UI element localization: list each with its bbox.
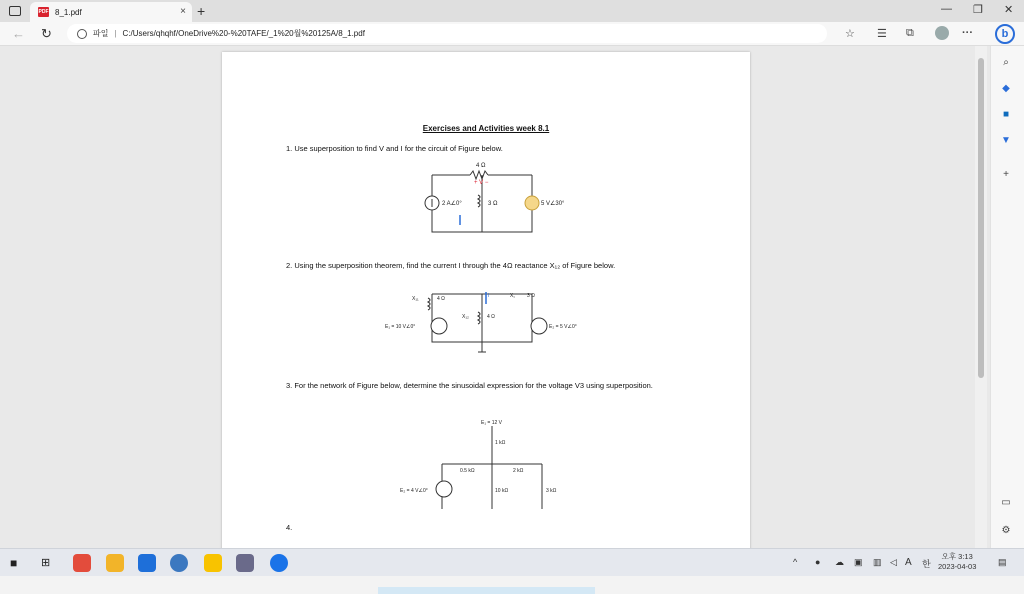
- fig2-r3: 3 Ω: [527, 293, 535, 299]
- figure-2-circuit: [382, 284, 612, 364]
- kakaotalk-icon[interactable]: [204, 554, 222, 572]
- task-view-icon[interactable]: ⊞: [41, 557, 51, 569]
- pdf-viewer: [0, 46, 990, 548]
- volume-icon[interactable]: ◁: [890, 557, 897, 567]
- profile-avatar[interactable]: [935, 26, 949, 40]
- clock[interactable]: [938, 552, 976, 572]
- browser-taskbar-icon[interactable]: [270, 554, 288, 572]
- fig2-r2: 4 Ω: [487, 314, 495, 320]
- fig2-xl2: X₁₂: [462, 314, 469, 320]
- start-icon[interactable]: ■: [10, 556, 18, 570]
- split-screen-icon[interactable]: ▭: [1001, 497, 1011, 508]
- tab-actions-icon[interactable]: [9, 6, 21, 16]
- figure-1-circuit: [412, 157, 565, 242]
- new-tab-button[interactable]: +: [197, 3, 206, 19]
- favorites-list-icon[interactable]: ☰: [877, 28, 887, 40]
- add-sidebar-icon[interactable]: +: [1003, 169, 1009, 180]
- shopping-icon[interactable]: ◆: [1002, 83, 1010, 94]
- fig1-src-left: 2 A∠0°: [442, 201, 462, 207]
- address-separator: |: [114, 29, 117, 38]
- question-3: 3. For the network of Figure below, determine the sinusoidal expression for the voltage V3 using superposition.: [286, 381, 653, 390]
- edge-taskbar-icon[interactable]: [170, 554, 188, 572]
- taskbar: [0, 548, 1024, 576]
- settings-icon[interactable]: ⚙: [1001, 525, 1011, 536]
- clock-time: 오후 3:13: [941, 552, 973, 561]
- fig3-e2: E₂ = 4 V∠0°: [400, 488, 428, 494]
- collections-icon[interactable]: ⧉: [906, 27, 914, 39]
- fig2-xl1: X₁₁: [412, 296, 419, 302]
- scheme-label: 파일: [93, 29, 109, 38]
- fig1-src-right: 5 V∠30°: [541, 201, 565, 207]
- file-explorer-icon[interactable]: [106, 554, 124, 572]
- question-4: 4.: [286, 523, 293, 532]
- question-2: 2. Using the superposition theorem, find the current I through the 4Ω reactance X₁₂ of Figure below.: [286, 261, 616, 270]
- restore-button[interactable]: ❐: [973, 4, 983, 16]
- fig1-r-mid: 3 Ω: [488, 201, 498, 207]
- search-icon[interactable]: ⌕: [1003, 57, 1009, 68]
- fig3-e1: E₁ = 12 V: [481, 420, 503, 426]
- calculator-icon[interactable]: [236, 554, 254, 572]
- tab-close-icon[interactable]: ×: [180, 6, 186, 17]
- pdf-toolbar-strip[interactable]: [378, 587, 595, 594]
- chrome-icon[interactable]: [73, 554, 91, 572]
- question-1: 1. Use superposition to find V and I for the circuit of Figure below.: [286, 144, 503, 153]
- fig3-r2: 0.5 kΩ: [460, 468, 475, 474]
- outlook-icon[interactable]: ■: [1002, 109, 1010, 120]
- fig1-v-label: + V −: [474, 180, 489, 186]
- fig1-r-top: 4 Ω: [476, 163, 486, 169]
- scrollbar-thumb[interactable]: [978, 58, 984, 378]
- tools-icon[interactable]: ▼: [1001, 135, 1011, 146]
- address-bar[interactable]: [67, 24, 827, 43]
- fig2-xc: X꜀: [510, 293, 516, 299]
- fig2-e1: E₁ = 10 V∠0°: [385, 324, 416, 330]
- back-icon[interactable]: ←: [12, 26, 25, 41]
- notification-icon[interactable]: ▤: [998, 557, 1007, 567]
- edge-sidebar: [990, 46, 1024, 548]
- refresh-icon[interactable]: ↻: [41, 26, 52, 41]
- ime-language[interactable]: A: [905, 557, 912, 568]
- fig2-i: I: [488, 293, 490, 299]
- fig3-xc: 10 kΩ: [495, 488, 509, 494]
- minimize-button[interactable]: —: [941, 3, 952, 15]
- favorite-icon[interactable]: ☆: [845, 28, 855, 40]
- ime-mode[interactable]: 한: [922, 559, 931, 569]
- display-icon[interactable]: ▣: [854, 557, 863, 567]
- figure-3-circuit: [382, 414, 602, 524]
- clock-date: 2023-04-03: [938, 562, 977, 571]
- more-icon[interactable]: ···: [962, 27, 973, 39]
- browser-toolbar: [0, 22, 1024, 46]
- mail-icon[interactable]: [138, 554, 156, 572]
- fig3-r3: 3 kΩ: [546, 488, 557, 494]
- tab-title: 8_1.pdf: [55, 7, 82, 17]
- pdf-icon: PDF: [38, 9, 49, 15]
- info-icon[interactable]: [77, 29, 87, 39]
- pdf-page: [222, 52, 750, 572]
- onedrive-icon[interactable]: ☁: [835, 557, 844, 567]
- fig2-r1: 4 Ω: [437, 296, 445, 302]
- network-icon[interactable]: ▥: [873, 557, 882, 567]
- url-text: C:/Users/qhqhf/OneDrive%20-%20TAFE/_1%20월%20125A/8_1.pdf: [122, 29, 365, 38]
- document-title: Exercises and Activities week 8.1: [422, 124, 550, 133]
- tray-color-icon[interactable]: ●: [815, 557, 821, 567]
- fig2-e2: E₂ = 5 V∠0°: [549, 324, 577, 330]
- tab-strip: [0, 0, 1024, 22]
- bing-chat-icon[interactable]: b: [995, 24, 1015, 44]
- fig3-r1: 1 kΩ: [495, 440, 506, 446]
- fig3-xl: 2 kΩ: [513, 468, 524, 474]
- tray-arrow-icon[interactable]: ^: [793, 557, 798, 567]
- tab-8-1-pdf[interactable]: [30, 2, 192, 22]
- close-window-button[interactable]: ✕: [1004, 4, 1014, 16]
